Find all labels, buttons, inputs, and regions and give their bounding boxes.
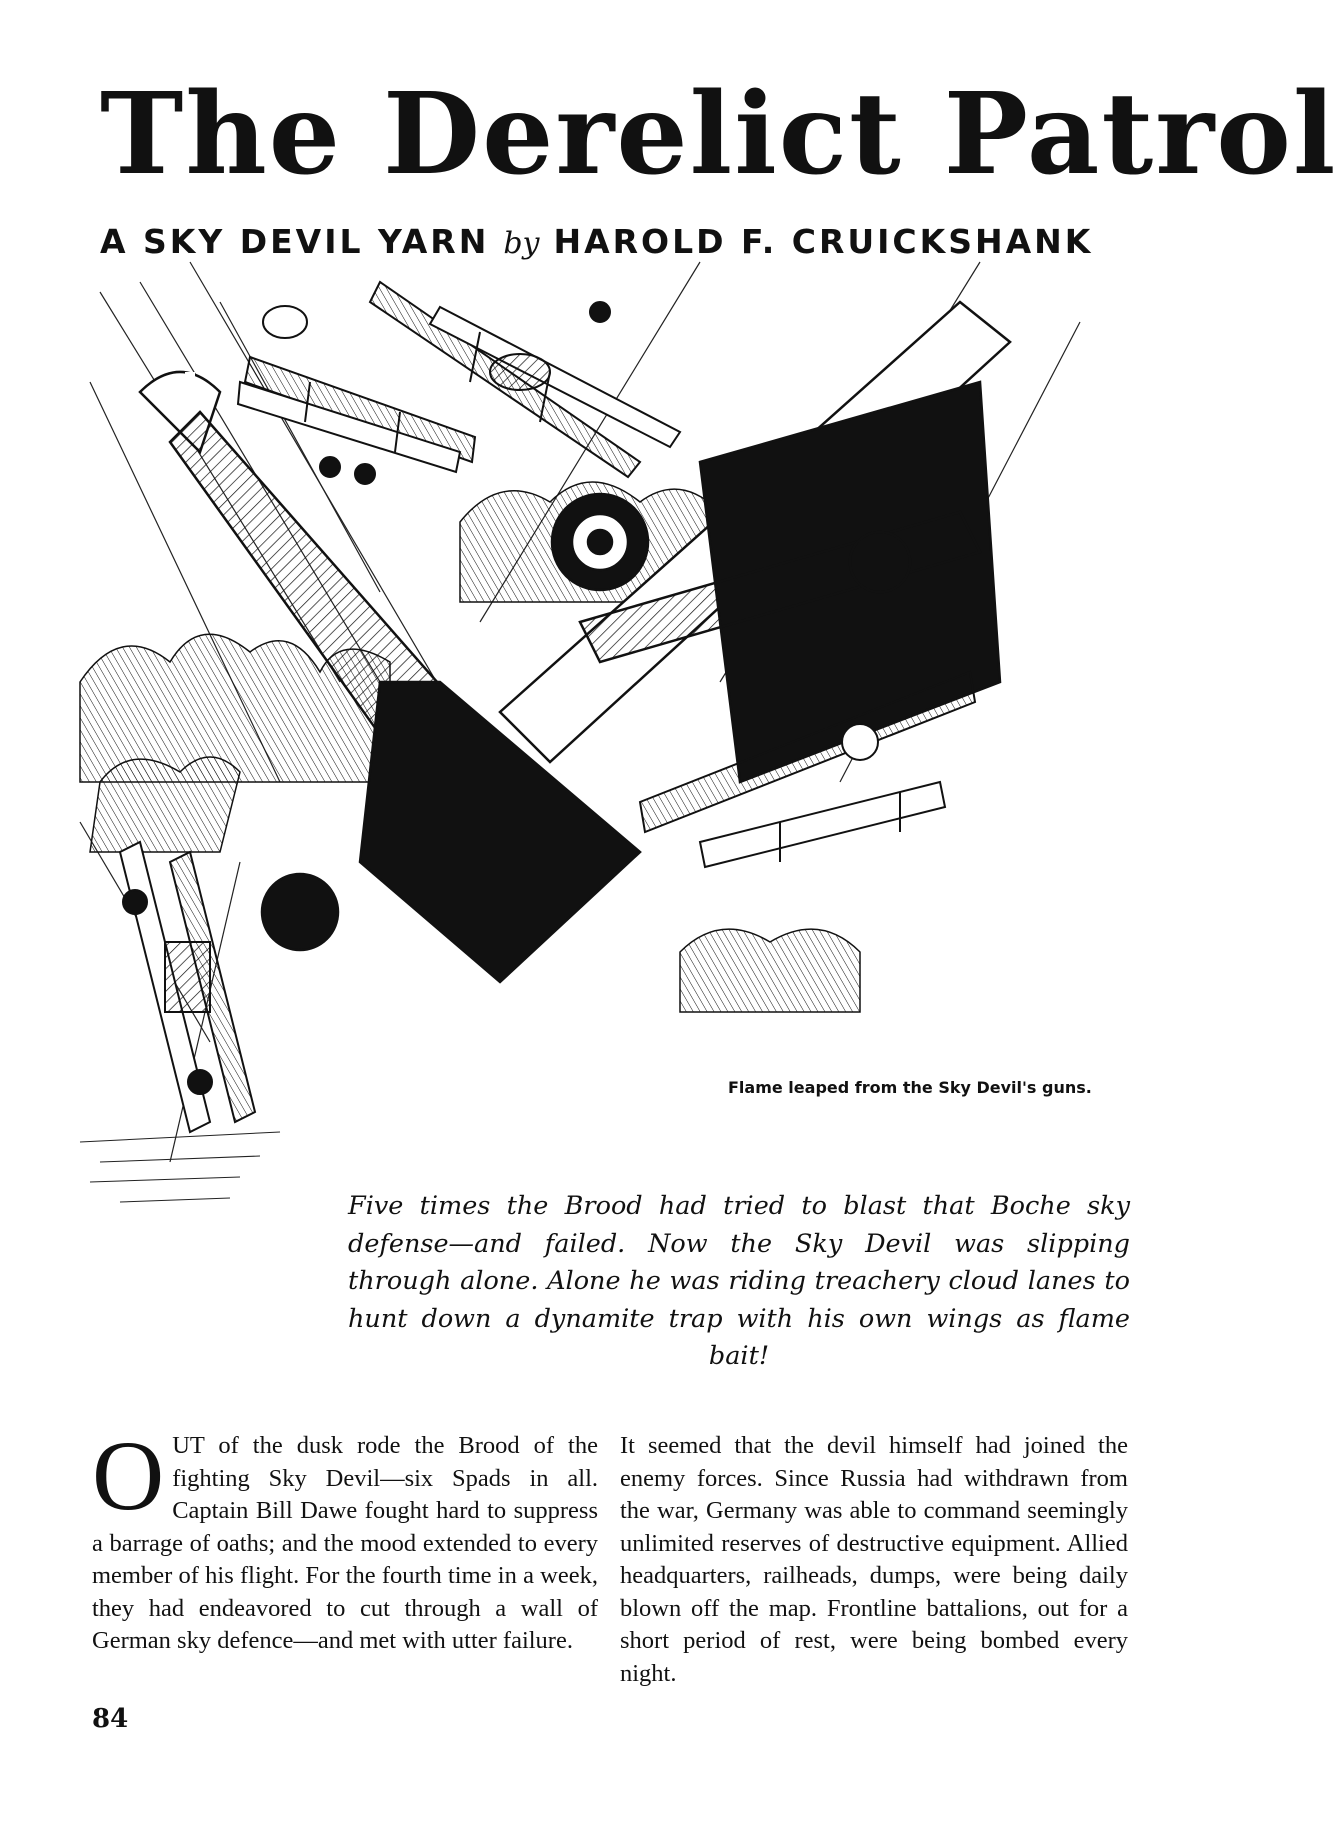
illustration-caption: Flame leaped from the Sky Devil's guns. <box>728 1078 1092 1097</box>
byline-series: A SKY DEVIL YARN <box>100 222 490 261</box>
byline-by: by <box>503 226 540 261</box>
byline <box>100 222 1140 261</box>
story-column-1 <box>92 1420 598 1658</box>
story-teaser: Five times the Brood had tried to blast that Boche sky defense—and failed. Now the Sky Devil was slipping through alone. Alone he was riding treachery cloud lanes to hunt down a dynamite trap with his own wings as flame bait! <box>348 1191 1130 1371</box>
page-number: 84 <box>92 1704 129 1734</box>
story-column-2: It seemed that the devil himself had joined the enemy forces. Since Russia had withdrawn from the war, Germany was able to command seemingly unlimited reserves of destructive equipment. Allied headquarters, railheads, dumps, were being daily blown off the map. Frontline battalions, out for a short period of rest, were being bombed every night. <box>620 1432 1128 1687</box>
story-title: The Derelict Patrol <box>100 69 1337 200</box>
byline-author: HAROLD F. CRUICKSHANK <box>553 222 1094 261</box>
drop-cap: O <box>92 1420 165 1531</box>
ground-lines <box>80 1132 280 1202</box>
column-1-text: UT of the dusk rode the Brood of the fighting Sky Devil—six Spads in all. Captain Bill Dawe fought hard to suppress a barrage of oaths; and the mood extended to every member of his flight. For the fourth time in a week, they had endeavored to cut through a wall of German sky defence—and met with utter failure. <box>92 1432 598 1654</box>
